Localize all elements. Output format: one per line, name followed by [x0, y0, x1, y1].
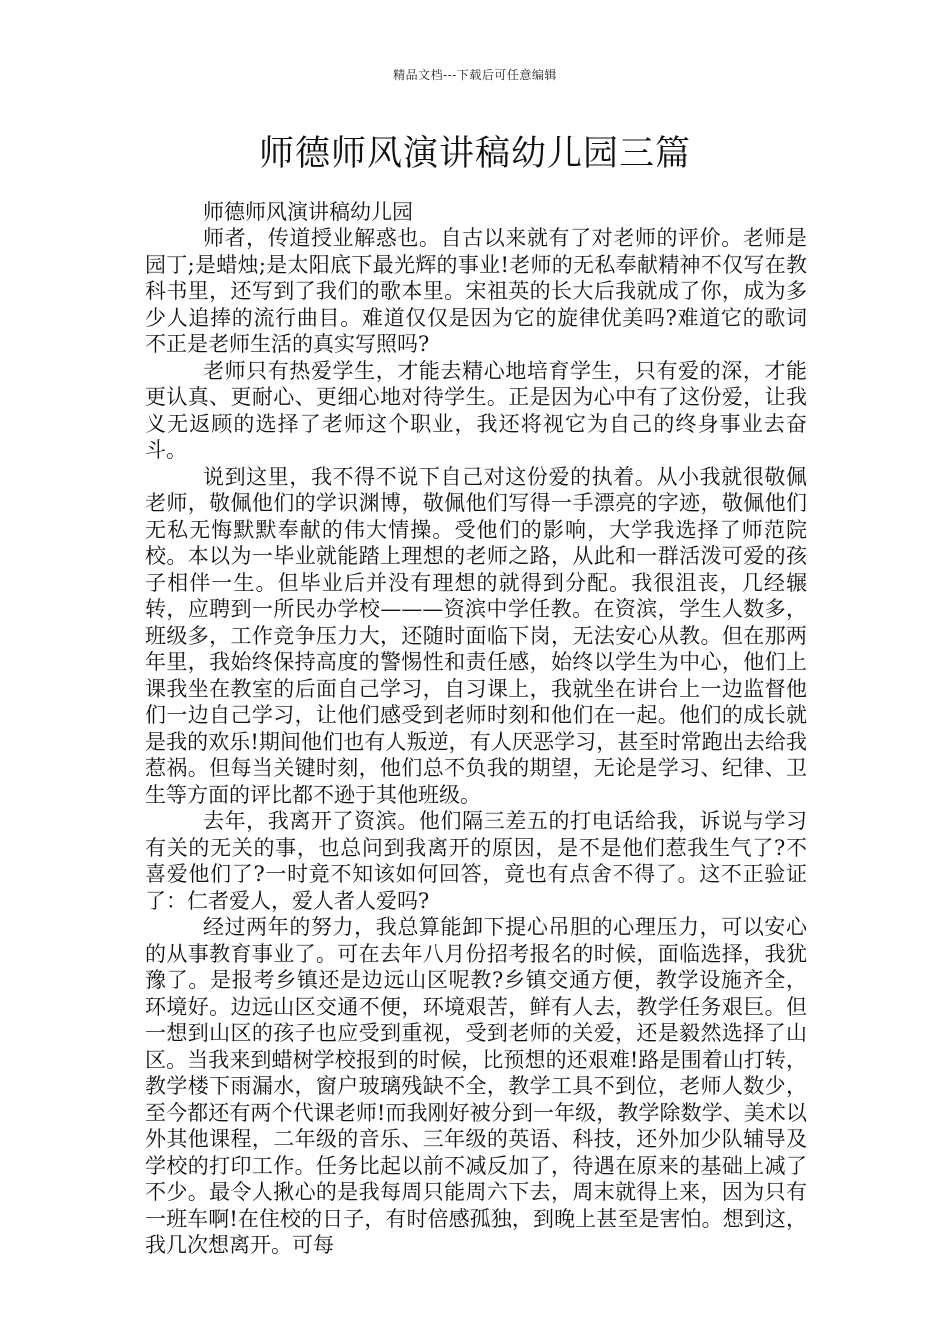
paragraph-3: 说到这里，我不得不说下自己对这份爱的执着。从小我就很敬佩老师，敬佩他们的学识渊博，敬佩他们写得一手漂亮的字迹，敬佩他们无私无悔默默奉献的伟大情操。受他们的影响，大学我选择了师范院校。本以为一毕业就能踏上理想的老师之路，从此和一群活泼可爱的孩子相伴一生。但毕业后并没有理想的就得到分配。我很沮丧，几经辗转，应聘到一所民办学校———资滨中学任教。在资滨，学生人数多，班级多，工作竞争压力大，还随时面临下岗，无法安心从教。但在那两年里，我始终保持高度的警惕性和责任感，始终以学生为中心，他们上课我坐在教室的后面自己学习，自习课上，我就坐在讲台上一边监督他们一边自己学习，让他们感受到老师时刻和他们在一起。他们的成长就是我的欢乐!期间他们也有人叛逆，有人厌恶学习，甚至时常跑出去给我惹祸。但每当关键时刻，他们总不负我的期望，无论是学习、纪律、卫生等方面的评比都不逊于其他班级。	[145, 464, 807, 807]
section-subheading: 师德师风演讲稿幼儿园	[203, 200, 413, 224]
paragraph-1: 师者，传道授业解惑也。自古以来就有了对老师的评价。老师是园丁;是蜡烛;是太阳底下最光辉的事业!老师的无私奉献精神不仅写在教科书里，还写到了我们的歌本里。宋祖英的长大后我就成了你，成为多少人追捧的流行曲目。难道仅仅是因为它的旋律优美吗?难道它的歌词不正是老师生活的真实写照吗?	[145, 226, 807, 356]
document-title: 师德师风演讲稿幼儿园三篇	[258, 134, 691, 174]
document-body	[145, 199, 807, 1259]
header-note: 精品文档---下载后可任意编辑	[393, 68, 557, 82]
paragraph-5: 经过两年的努力，我总算能卸下提心吊胆的心理压力，可以安心的从事教育事业了。可在去年八月份招考报名的时候，面临选择，我犹豫了。是报考乡镇还是边远山区呢教?乡镇交通方便，教学设施齐全，环境好。边远山区交通不便，环境艰苦，鲜有人去，教学任务艰巨。但一想到山区的孩子也应受到重视，受到老师的关爱，还是毅然选择了山区。当我来到蜡树学校报到的时候，比预想的还艰难!路是围着山打转，教学楼下雨漏水，窗户玻璃残缺不全，教学工具不到位，老师人数少，至今都还有两个代课老师!而我刚好被分到一年级，教学除数学、美术以外其他课程，二年级的音乐、三年级的英语、科技，还外加少队辅导及学校的打印工作。任务比起以前不减反加了，待遇在原来的基础上减了不少。最令人揪心的是我每周只能周六下去，周末就得上来，因为只有一班车啊!在住校的日子，有时倍感孤独，到晚上甚至是害怕。想到这，我几次想离开。可每	[145, 915, 807, 1257]
paragraph-4: 去年，我离开了资滨。他们隔三差五的打电话给我，诉说与学习有关的无关的事，也总问到我离开的原因，是不是他们惹我生气了?不喜爱他们了?一时竟不知该如何回答，竟也有点舍不得了。这不正验证了：仁者爱人，爱人者人爱吗?	[145, 809, 807, 913]
paragraph-2: 老师只有热爱学生，才能去精心地培育学生，只有爱的深，才能更认真、更耐心、更细心地对待学生。正是因为心中有了这份爱，让我义无返顾的选择了老师这个职业，我还将视它为自己的终身事业去奋斗。	[145, 358, 807, 462]
